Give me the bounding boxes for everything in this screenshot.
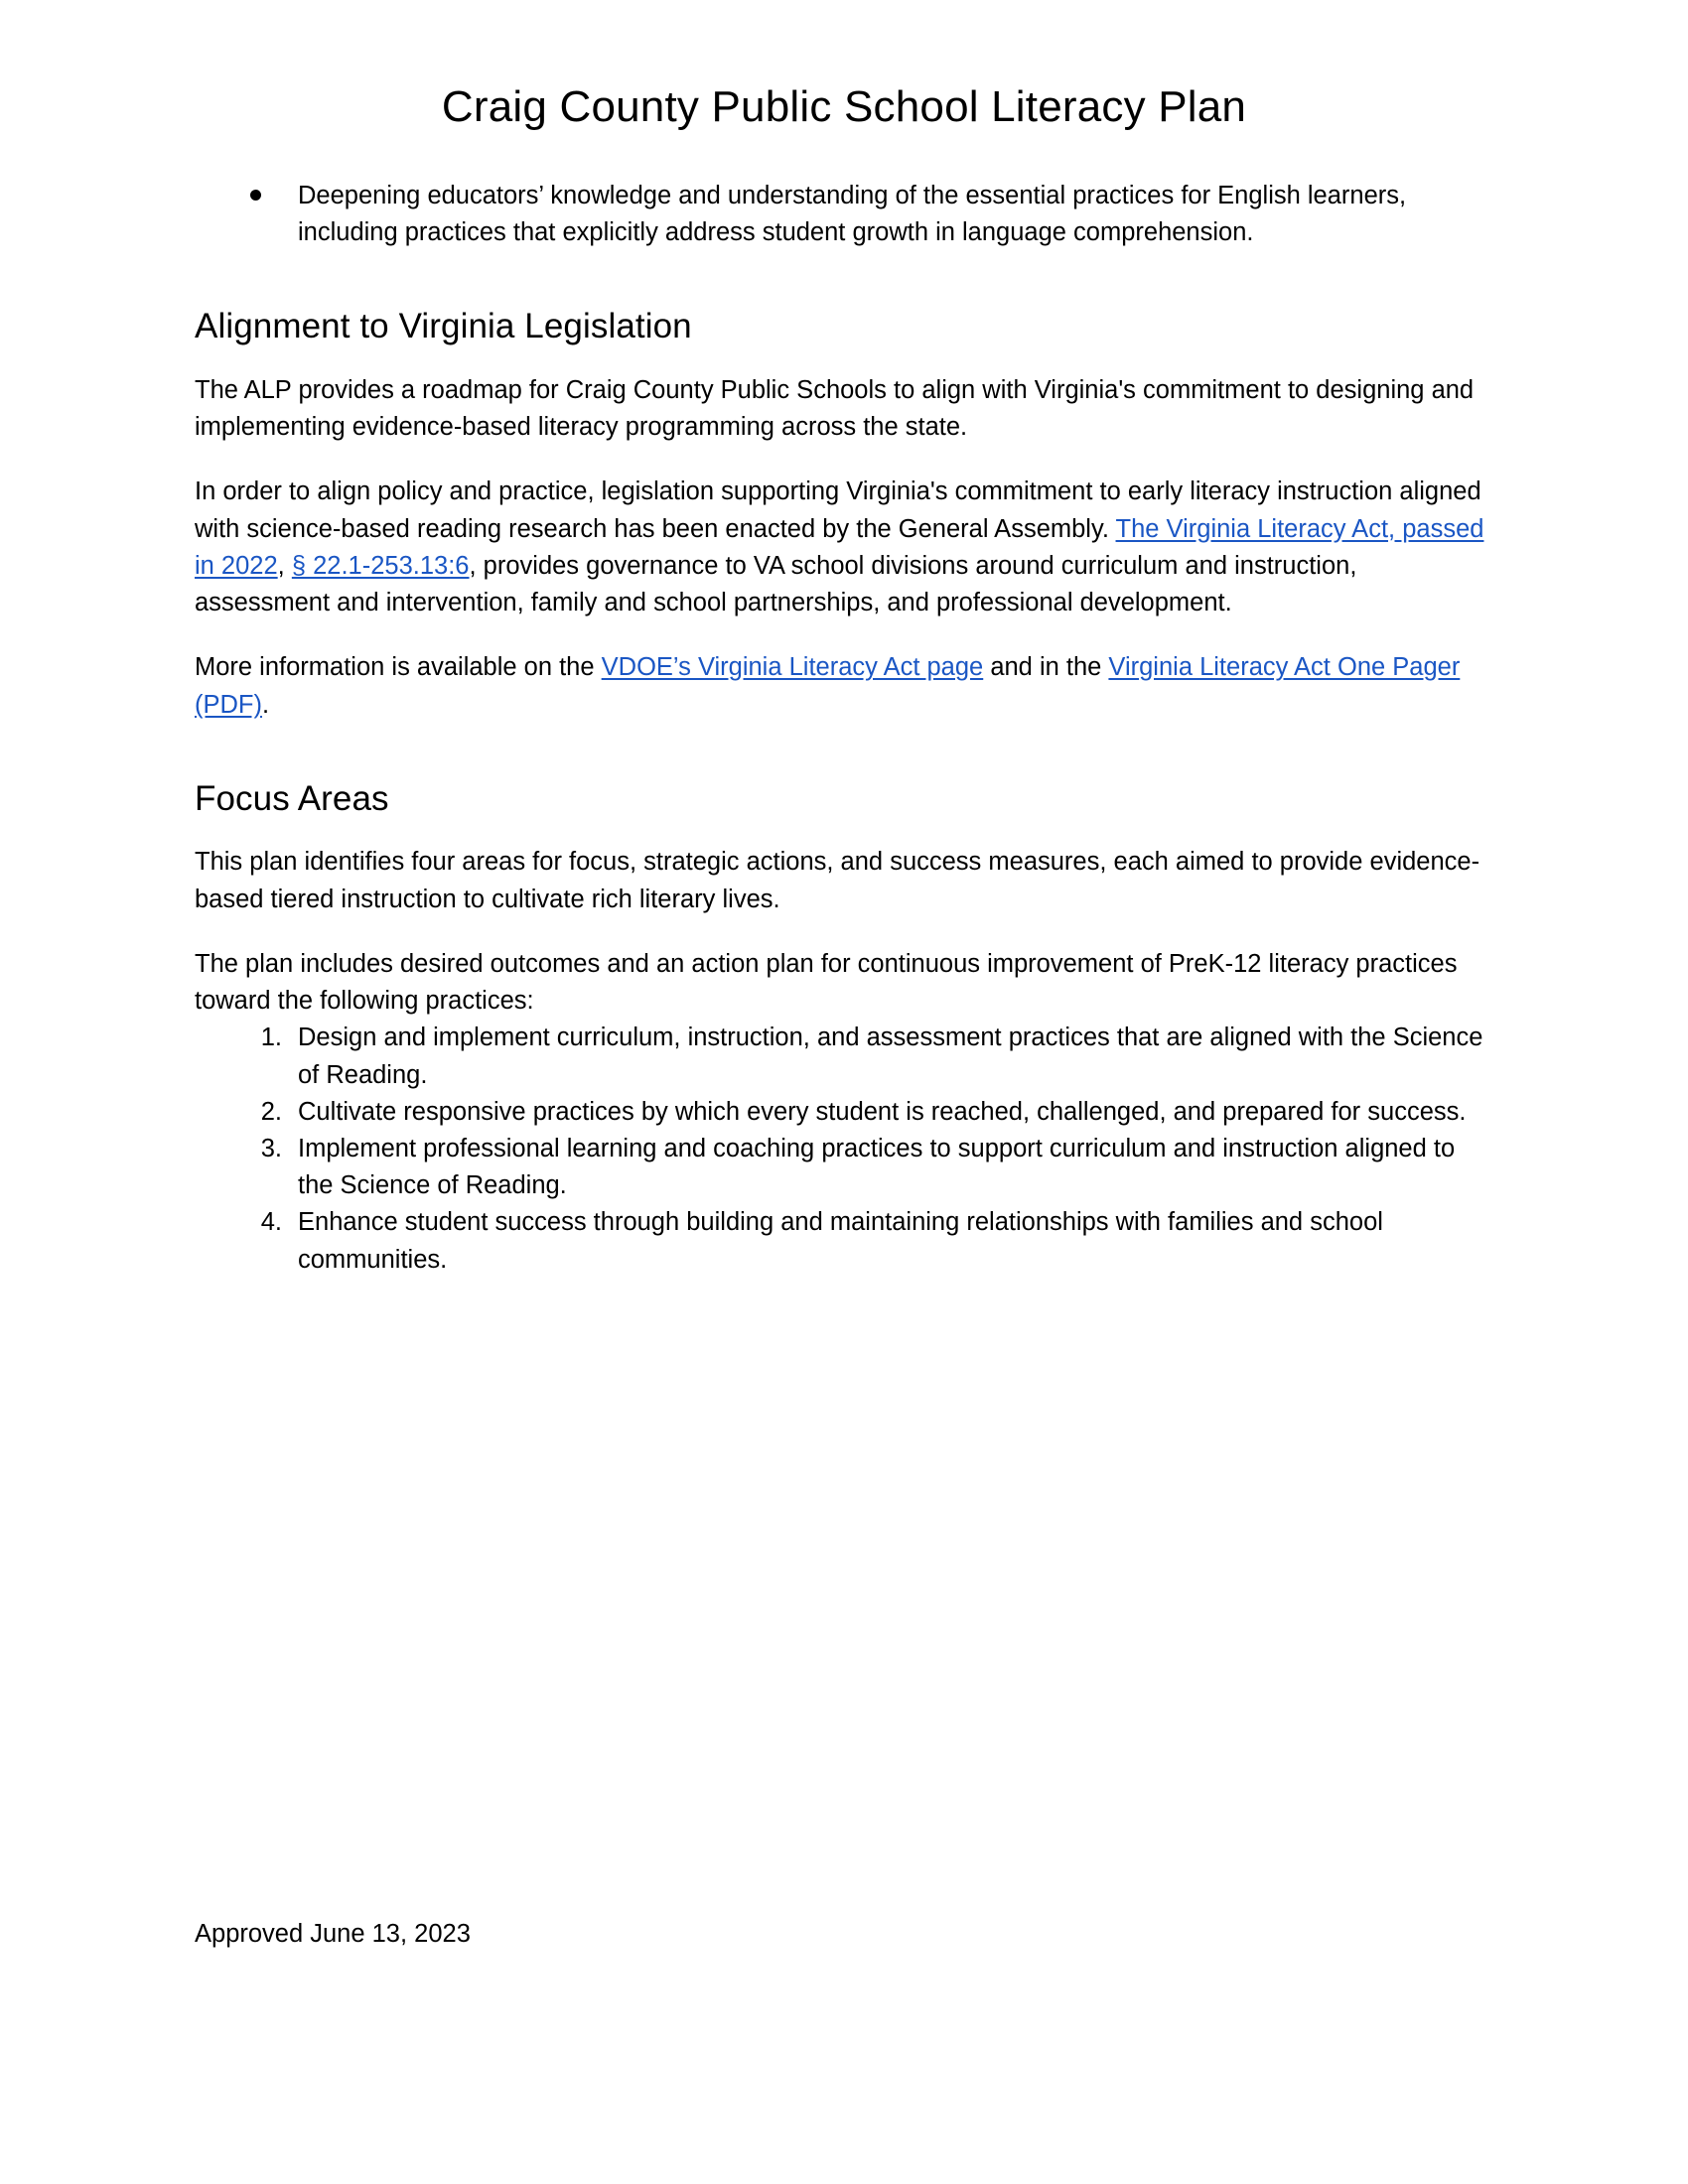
paragraph-desired-outcomes: The plan includes desired outcomes and an action plan for continuous improvement of PreK-12 literacy practices toward the following practices: — [195, 949, 1458, 1016]
link-vdoe-virginia-literacy-act-page[interactable]: VDOE’s Virginia Literacy Act page — [601, 653, 984, 682]
list-item-text: Cultivate responsive practices by which every student is reached, challenged, and prepared for success. — [298, 1097, 1467, 1126]
list-item — [195, 1204, 1493, 1278]
section-heading-alignment: Alignment to Virginia Legislation — [195, 307, 692, 346]
list-item-number — [242, 1020, 282, 1056]
list-item — [195, 1131, 1493, 1204]
paragraph-alp-roadmap: The ALP provides a roadmap for Craig County Public Schools to align with Virginia's commitment to designing and implementing evidence-based literacy programming across the state. — [195, 375, 1475, 442]
paragraph-text-segment: More information is available on the — [195, 653, 602, 682]
document-body — [195, 178, 1493, 1279]
list-item-number — [242, 1094, 282, 1131]
approval-note: Approved June 13, 2023 — [195, 1920, 471, 1948]
paragraph-text-segment: In order to align policy and practice, legislation supporting Virginia's commitment to early literacy instruction aligned with science-based reading research has been enacted by the General Assembly. — [195, 478, 1481, 543]
bullet-dot-icon — [250, 190, 261, 201]
paragraph-text-segment: . — [261, 690, 270, 719]
link-virginia-literacy-act-one-pager-pdf[interactable]: Virginia Literacy Act One Pager (PDF) — [195, 653, 1461, 719]
link-virginia-literacy-act-2022[interactable]: The Virginia Literacy Act, passed in 2022 — [195, 514, 1484, 580]
section-heading-focus-areas: Focus Areas — [195, 778, 389, 818]
paragraph-legislation — [195, 446, 1493, 621]
paragraph-more-information — [195, 621, 1493, 723]
paragraph-text-segment: , provides governance to VA school divisions around curriculum and instruction, assessment and intervention, family and school partnerships, and professional development. — [195, 551, 1357, 617]
bullet-text: Deepening educators’ knowledge and understanding of the essential practices for English learners, including practices that explicitly address student growth in language comprehension. — [298, 181, 1407, 247]
list-item — [195, 1020, 1493, 1093]
list-item-text: Design and implement curriculum, instruction, and assessment practices that are aligned with the Science of Reading. — [298, 1024, 1483, 1089]
list-item-number — [242, 1204, 282, 1241]
list-item-text: Implement professional learning and coaching practices to support curriculum and instruction aligned to the Science of Reading. — [298, 1135, 1456, 1200]
list-item — [195, 178, 1493, 251]
paragraph-text-segment: , — [277, 551, 292, 580]
page-title: Craig County Public School Literacy Plan — [441, 82, 1247, 131]
paragraph-text-segment: and in the — [983, 653, 1109, 682]
list-item-number — [242, 1131, 282, 1167]
list-item — [195, 1094, 1493, 1131]
focus-areas-numbered-list — [195, 1020, 1493, 1279]
list-item-text: Enhance student success through building and maintaining relationships with families and school communities. — [298, 1208, 1383, 1274]
intro-bullet-list — [195, 178, 1493, 251]
link-code-section-22-1-253-13-6[interactable]: § 22.1-253.13:6 — [291, 551, 470, 580]
paragraph-four-focus-areas: This plan identifies four areas for focus, strategic actions, and success measures, each aimed to provide evidence-based tiered instruction to cultivate rich literary lives. — [195, 848, 1480, 913]
